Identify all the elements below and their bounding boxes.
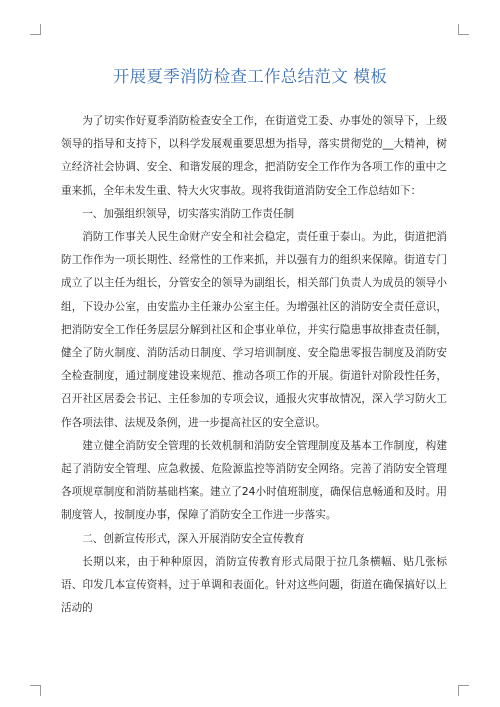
intro-paragraph: 为了切实作好夏季消防检查安全工作，在街道党工委、办事处的领导下，上级领导的指导和支持下，以科学发展观重要思想为指导，落实贯彻党的__大精神，树立经济社会协调、安全、和谐发展的理念，把消防安全工作作为各项工作的重中之重来抓，全年未发生重、特大火灾事故。现将我街道消防安全工作总结如下：: [61, 115, 447, 197]
section-heading-1: 一、加强组织领导，切实落实消防工作责任制: [82, 207, 295, 220]
document-title: 开展夏季消防检查工作总结范文 模板: [112, 67, 388, 86]
body-paragraph: 消防工作事关人民生命财产安全和社会稳定，责任重于泰山。为此，街道把消防工作作为一项长期性、经常性的工作来抓，并以强有力的组织来保障。街道专门成立了以主任为组长，分管安全的领导为副组长，相关部门负责人为成员的领导小组，下设办公室，由安监办主任兼办公室主任。为增强社区的消防安全责任意识，把消防安全工作任务层层分解到社区和企事业单位，并实行隐患事故排查责任制，健全了防火制度、消防活动日制度、学习培训制度、安全隐患零报告制度及消防安全检查制度，通过制度建设来规范、推动各项工作的开展。街道针对阶段性任务，召开社区居委会书记、主任参加的专项会议，通报火灾事故情况，深入学习防火工作各项法律、法规及条例，进一步提高社区的安全意识。: [61, 231, 447, 429]
body-paragraph: 长期以来，由于种种原因，消防宣传教育形式局限于拉几条横幅、贴几张标语、印发几本宣传资料，过于单调和表面化。针对这些问题，街道在确保搞好以上活动的: [61, 555, 447, 615]
page-corner-mark-bottom-right: [458, 685, 469, 696]
page-corner-mark-top-right: [458, 24, 469, 35]
document-body: [61, 110, 447, 620]
page-corner-mark-top-left: [30, 24, 41, 35]
body-paragraph: 建立健全消防安全管理的长效机制和消防安全管理制度及基本工作制度，构建起了消防安全管理、应急救援、危险源监控等消防安全网络。完善了消防安全管理各项规章制度和消防基础档案。建立了24小时值班制度，确保信息畅通和及时。用制度管人，按制度办事，保障了消防安全工作进一步落实。: [61, 439, 447, 522]
page-corner-mark-bottom-left: [30, 685, 41, 696]
section-heading-2: 二、创新宣传形式，深入开展消防安全宣传教育: [82, 532, 305, 545]
